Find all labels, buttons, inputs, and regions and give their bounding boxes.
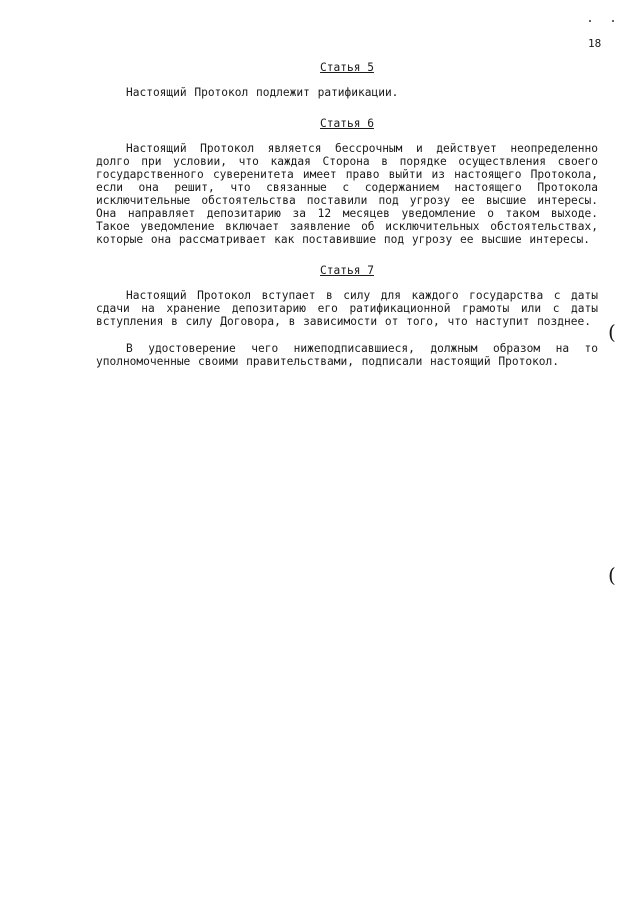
- closing-paragraph: В удостоверение чего нижеподписавшиеся, должным образом на то уполномоченные своими правительствами, подписали настоящий Протокол.: [96, 342, 598, 368]
- article-heading: Статья 7: [320, 264, 374, 277]
- margin-mark: (: [608, 563, 616, 587]
- document-body: [96, 61, 598, 386]
- article-6: [96, 117, 598, 246]
- article-heading: Статья 6: [320, 117, 374, 130]
- article-5: [96, 61, 598, 99]
- margin-mark: (: [608, 320, 616, 344]
- article-heading: Статья 5: [320, 61, 374, 74]
- scan-speck: [612, 20, 614, 22]
- article-paragraph: Настоящий Протокол является бессрочным и действует неопределенно долго при условии, что каждая Сторона в порядке осуществления своего государственного суверенитета имеет право выйти из настоящего Протокола, если она решит, что связанные с содержанием настоящего Протокола исключительные обстоятельства поставили под угрозу ее высшие интересы. Она направляет депозитарию за 12 месяцев уведомление о таком выходе. Такое уведомление включает заявление об исключительных обстоятельствах, которые она рассматривает как поставившие под угрозу ее высшие интересы.: [96, 142, 598, 246]
- article-7: [96, 264, 598, 368]
- article-paragraph: Настоящий Протокол вступает в силу для каждого государства с даты сдачи на хранение депозитарию его ратификационной грамоты или с даты вступления в силу Договора, в зависимости от того, что наступит позднее.: [96, 289, 598, 328]
- article-paragraph: Настоящий Протокол подлежит ратификации.: [126, 86, 399, 99]
- page-number: 18: [588, 37, 602, 50]
- scan-speck: [589, 20, 591, 22]
